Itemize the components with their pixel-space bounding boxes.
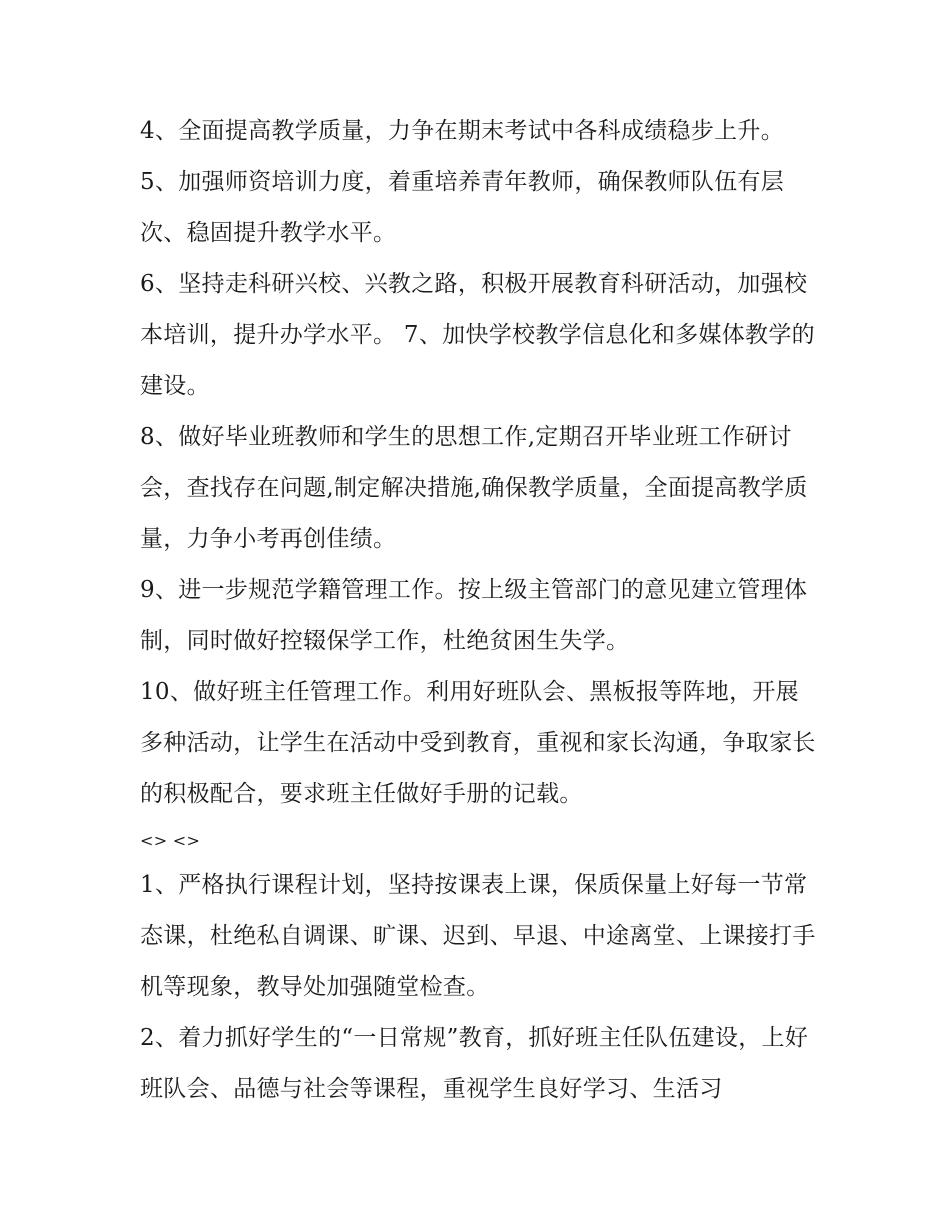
paragraph-item-6-7: 6、坚持走科研兴校、兴教之路，积极开展教育科研活动，加强校本培训，提升办学水平。 7、加快学校教学信息化和多媒体教学的建设。 [140,271,815,399]
paragraph-item-2: 2、着力抓好学生的“一日常规”教育，抓好班主任队伍建设，上好班队会、品德与社会等课程，重视学生良好学习、生活习 [140,1025,809,1102]
paragraph-item-9: 9、进一步规范学籍管理工作。按上级主管部门的意见建立管理体制，同时做好控辍保学工作，杜绝贫困生失学。 [140,577,808,654]
paragraph-item-8: 8、做好毕业班教师和学生的思想工作,定期召开毕业班工作研讨会，查找存在问题,制定解决措施,确保教学质量，全面提高教学质量，力争小考再创佳绩。 [140,424,808,552]
paragraph-item-10: 10、做好班主任管理工作。利用好班队会、黑板报等阵地，开展多种活动，让学生在活动中受到教育，重视和家长沟通，争取家长的积极配合，要求班主任做好手册的记载。 [140,679,816,807]
document-body [140,106,820,1115]
section-marker: <> <> [140,831,201,850]
paragraph-item-4-5: 4、全面提高教学质量，力争在期末考试中各科成绩稳步上升。 5、加强师资培训力度，着重培养青年教师，确保教师队伍有层次、稳固提升教学水平。 [140,118,785,246]
paragraph-item-1: 1、严格执行课程计划，坚持按课表上课，保质保量上好每一节常态课，杜绝私自调课、旷课、迟到、早退、中途离堂、上课接打手机等现象，教导处加强随堂检查。 [140,872,816,1000]
